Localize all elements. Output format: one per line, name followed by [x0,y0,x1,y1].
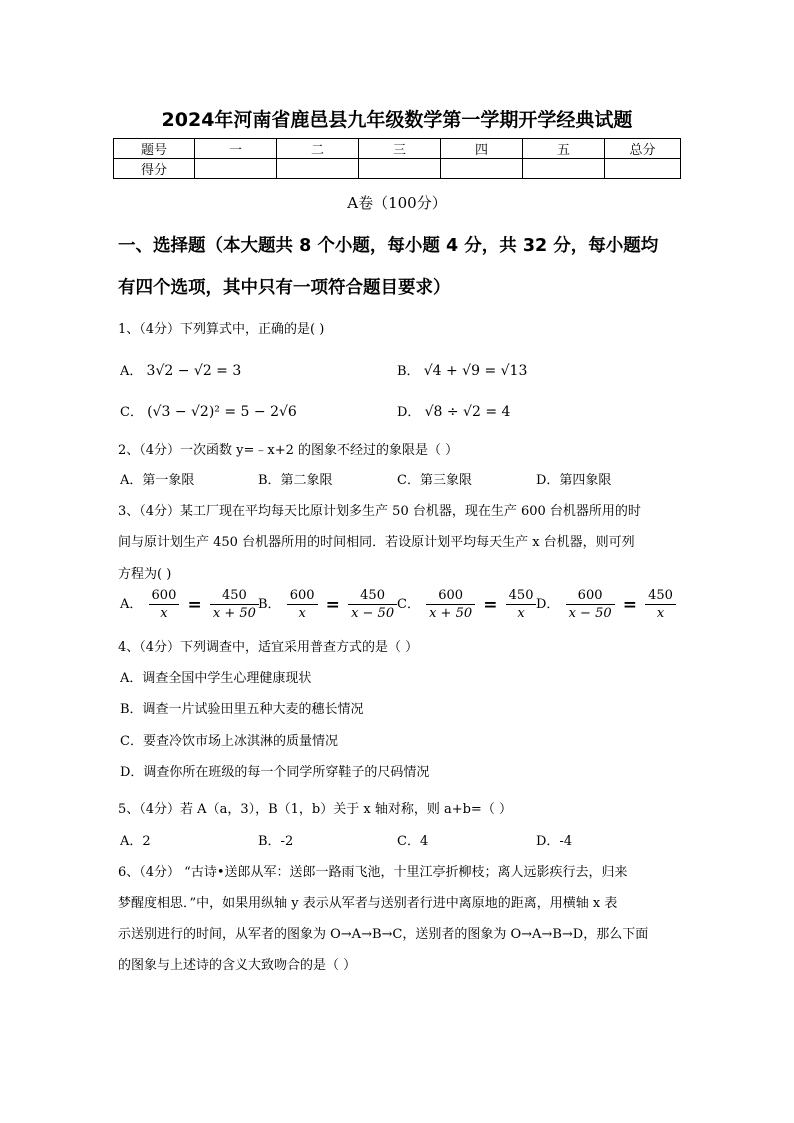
q1-stem: 1、（4分）下列算式中，正确的是( ) [118,322,325,337]
fraction [426,588,475,621]
equals-sign: = [187,594,202,615]
q3-option-a[interactable] [120,588,261,621]
q5-option-c[interactable]: C．4 [397,834,429,849]
denominator: x + 50 [212,606,256,621]
option-label: C． [397,597,420,612]
denominator: x [298,606,306,621]
q2-option-b[interactable]: B．第二象限 [258,473,333,488]
numerator: 450 [348,588,397,605]
q2-option-a[interactable]: A．第一象限 [120,473,195,488]
option-label: C． [120,405,143,420]
q1-b-expr: √4 + √9 = √13 [423,363,528,379]
equals-sign: = [483,594,498,615]
numerator: 450 [210,588,259,605]
score-cell[interactable] [359,159,441,179]
score-header-cell: 三 [359,139,441,159]
denominator: x [656,606,665,621]
q2-stem: 2、（4分）一次函数 y=﹣x+2 的图象不经过的象限是（ ） [118,443,459,458]
fraction [645,588,676,621]
q3-line2: 间与原计划生产 450 台机器所用的时间相同．若设原计划平均每天生产 x 台机器，则可列 [118,535,635,550]
fraction [149,588,180,621]
score-cell[interactable] [277,159,359,179]
option-label: B． [258,597,281,612]
q1-option-a[interactable] [120,360,241,379]
q1-option-d[interactable] [397,401,510,420]
denominator: x + 50 [429,606,473,621]
q4-stem: 4、（4分）下列调查中，适宜采用普查方式的是（ ） [118,640,419,655]
option-label: D． [536,597,560,612]
q6-line3: 示送别进行的时间，从军者的图象为 O→A→B→C，送别者的图象为 O→A→B→D，那么下面 [118,927,649,942]
q4-option-b[interactable]: B．调查一片试验田里五种大麦的穗长情况 [120,702,364,717]
score-cell[interactable] [605,159,681,179]
q1-c-expr: (√3 − √2)² = 5 − 2√6 [147,404,297,420]
option-label: A． [120,597,143,612]
q1-d-expr: √8 ÷ √2 = 4 [424,404,511,420]
option-label: A． [120,364,143,379]
score-table [113,138,681,179]
score-table-score-row [114,159,681,179]
q5-option-a[interactable]: A．2 [120,834,151,849]
q6-line2: 梦醒度相思．”中，如果用纵轴 y 表示从军者与送别者行进中离原地的距离，用横轴 x 表 [118,896,618,911]
numerator: 600 [149,588,180,605]
numerator: 600 [426,588,475,605]
q1-a-expr: 3√2 − √2 = 3 [146,363,242,379]
q3-option-d[interactable] [536,588,678,621]
score-header-cell: 题号 [114,139,195,159]
score-header-cell: 四 [441,139,523,159]
denominator: x − 50 [568,606,612,621]
q6-line4: 的图象与上述诗的含义大致吻合的是（ ） [118,958,357,973]
exam-title: 2024年河南省鹿邑县九年级数学第一学期开学经典试题 [161,109,633,131]
q5-option-d[interactable]: D．-4 [536,834,573,849]
fraction [210,588,259,621]
numerator: 600 [566,588,615,605]
score-header-cell: 二 [277,139,359,159]
q5-option-b[interactable]: B．-2 [258,834,294,849]
score-cell[interactable] [523,159,605,179]
numerator: 450 [506,588,537,605]
score-header-cell: 一 [195,139,277,159]
denominator: x [517,606,525,621]
part1-heading-line1: 一、选择题（本大题共 8 个小题，每小题 4 分，共 32 分，每小题均 [118,236,659,256]
q1-option-c[interactable] [120,401,297,420]
q1-option-b[interactable] [397,360,527,379]
q3-line1: 3、（4分）某工厂现在平均每天比原计划多生产 50 台机器，现在生产 600 台机器所用的时 [118,504,641,519]
score-header-cell: 五 [523,139,605,159]
q4-option-a[interactable]: A．调查全国中学生心理健康现状 [120,671,312,686]
fraction [506,588,537,621]
option-label: B． [397,364,420,379]
q6-line1: 6、（4分） “古诗•送郎从军：送郎一路雨飞池，十里江亭折柳枝；离人远影疾行去，归来 [118,865,628,880]
q2-option-d[interactable]: D．第四象限 [536,473,612,488]
fraction [566,588,615,621]
denominator: x − 50 [351,606,395,621]
q4-option-c[interactable]: C．要查冷饮市场上冰淇淋的质量情况 [120,734,338,749]
score-table-header-row [114,139,681,159]
q2-option-c[interactable]: C．第三象限 [397,473,472,488]
equals-sign: = [622,594,637,615]
score-cell[interactable] [195,159,277,179]
numerator: 450 [645,588,676,605]
numerator: 600 [287,588,318,605]
section-heading: A卷（100分） [347,194,447,212]
q5-stem: 5、（4分）若 A（a，3），B（1，b）关于 x 轴对称，则 a+b=（ ） [118,802,512,817]
option-label: D． [397,405,421,420]
q3-option-c[interactable] [397,588,538,621]
q4-option-d[interactable]: D．调查你所在班级的每一个同学所穿鞋子的尺码情况 [120,765,430,780]
denominator: x [160,606,168,621]
equals-sign: = [325,594,340,615]
fraction [348,588,397,621]
q3-line3: 方程为( ) [118,567,172,582]
score-cell[interactable] [441,159,523,179]
score-header-cell: 总分 [605,139,681,159]
part1-heading-line2: 有四个选项，其中只有一项符合题目要求） [118,278,451,298]
score-row-label: 得分 [114,159,195,179]
fraction [287,588,318,621]
q3-option-b[interactable] [258,588,399,621]
